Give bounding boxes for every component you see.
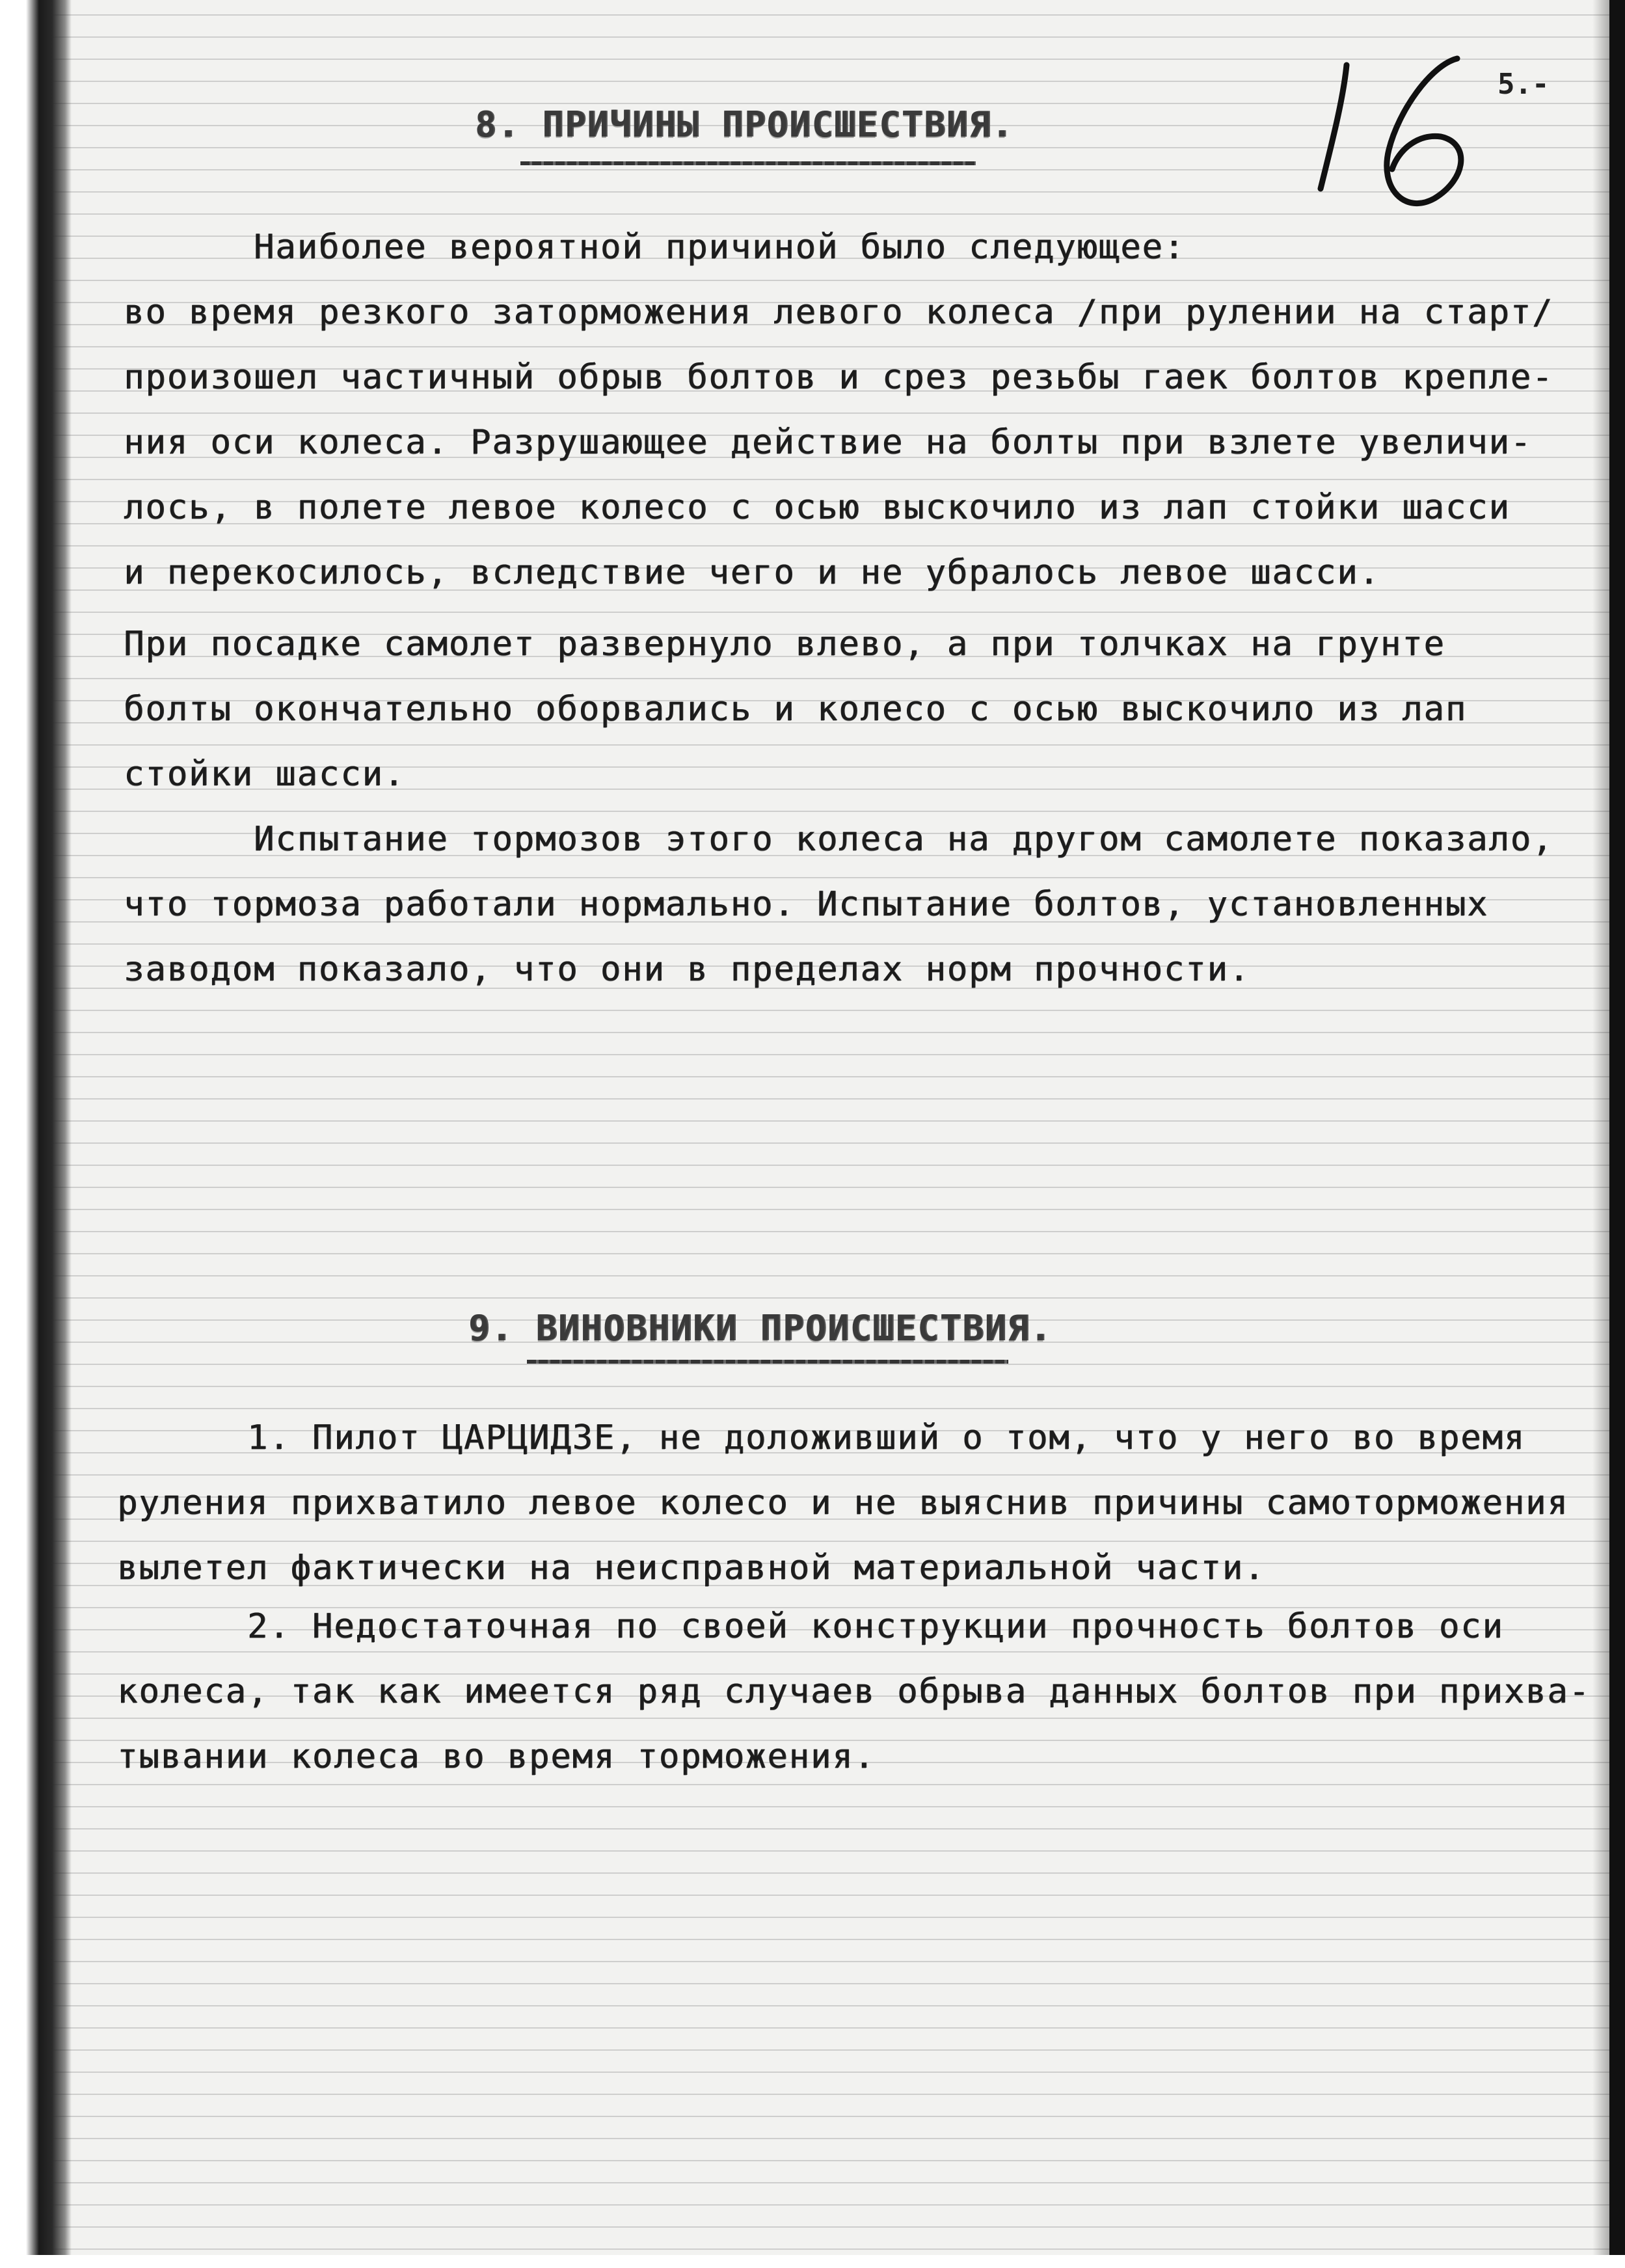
section-9-heading-underline [527,1360,1008,1364]
page-bottom-edge [0,2255,1625,2268]
section-9-line: руления прихватило левое колесо и не выяснив причины самоторможения [117,1483,1569,1522]
section-9-line: вылетел фактически на неисправной материальной части. [117,1548,1266,1587]
section-8-line: заводом показало, что они в пределах норм прочности. [124,950,1250,989]
section-8-line: Наиболее вероятной причиной было следующее: [124,228,1186,267]
section-8-line: болты окончательно оборвались и колесо с осью выскочило из лап [124,690,1468,729]
section-8-line: При посадке самолет развернуло влево, а при толчках на грунте [124,625,1445,664]
section-8-line: что тормоза работали нормально. Испытание болтов, установленных [124,885,1489,924]
section-8-line: произошел частичный обрыв болтов и срез резьбы гаек болтов крепле- [124,358,1554,397]
section-8-heading-underline [520,161,976,165]
section-8-line: лось, в полете левое колесо с осью выскочило из лап стойки шасси [124,488,1511,527]
section-9-heading: 9. ВИНОВНИКИ ПРОИСШЕСТВИЯ. [468,1308,1053,1349]
section-9-line: тывании колеса во время торможения. [117,1737,876,1776]
section-8-line: и перекосилось, вследствие чего и не убралось левое шасси. [124,553,1380,592]
section-9-line: 2. Недостаточная по своей конструкции прочность болтов оси [117,1607,1504,1646]
page-right-edge [1609,0,1625,2268]
section-8-line: Испытание тормозов этого колеса на другом самолете показало, [124,820,1554,859]
section-8-line: во время резкого заторможения левого колеса /при рулении на старт/ [124,293,1554,332]
folio-suffix: 5.- [1497,68,1550,101]
binding-shadow [0,0,72,2268]
section-8-heading: 8. ПРИЧИНЫ ПРОИСШЕСТВИЯ. [475,104,1014,145]
section-8-line: ния оси колеса. Разрушающее действие на болты при взлете увеличи- [124,423,1532,462]
section-8-line: стойки шасси. [124,755,405,794]
section-9-line: 1. Пилот ЦАРЦИДЗЕ, не доложивший о том, что у него во время [117,1418,1525,1457]
section-9-line: колеса, так как имеется ряд случаев обрыва данных болтов при прихва- [117,1672,1591,1711]
